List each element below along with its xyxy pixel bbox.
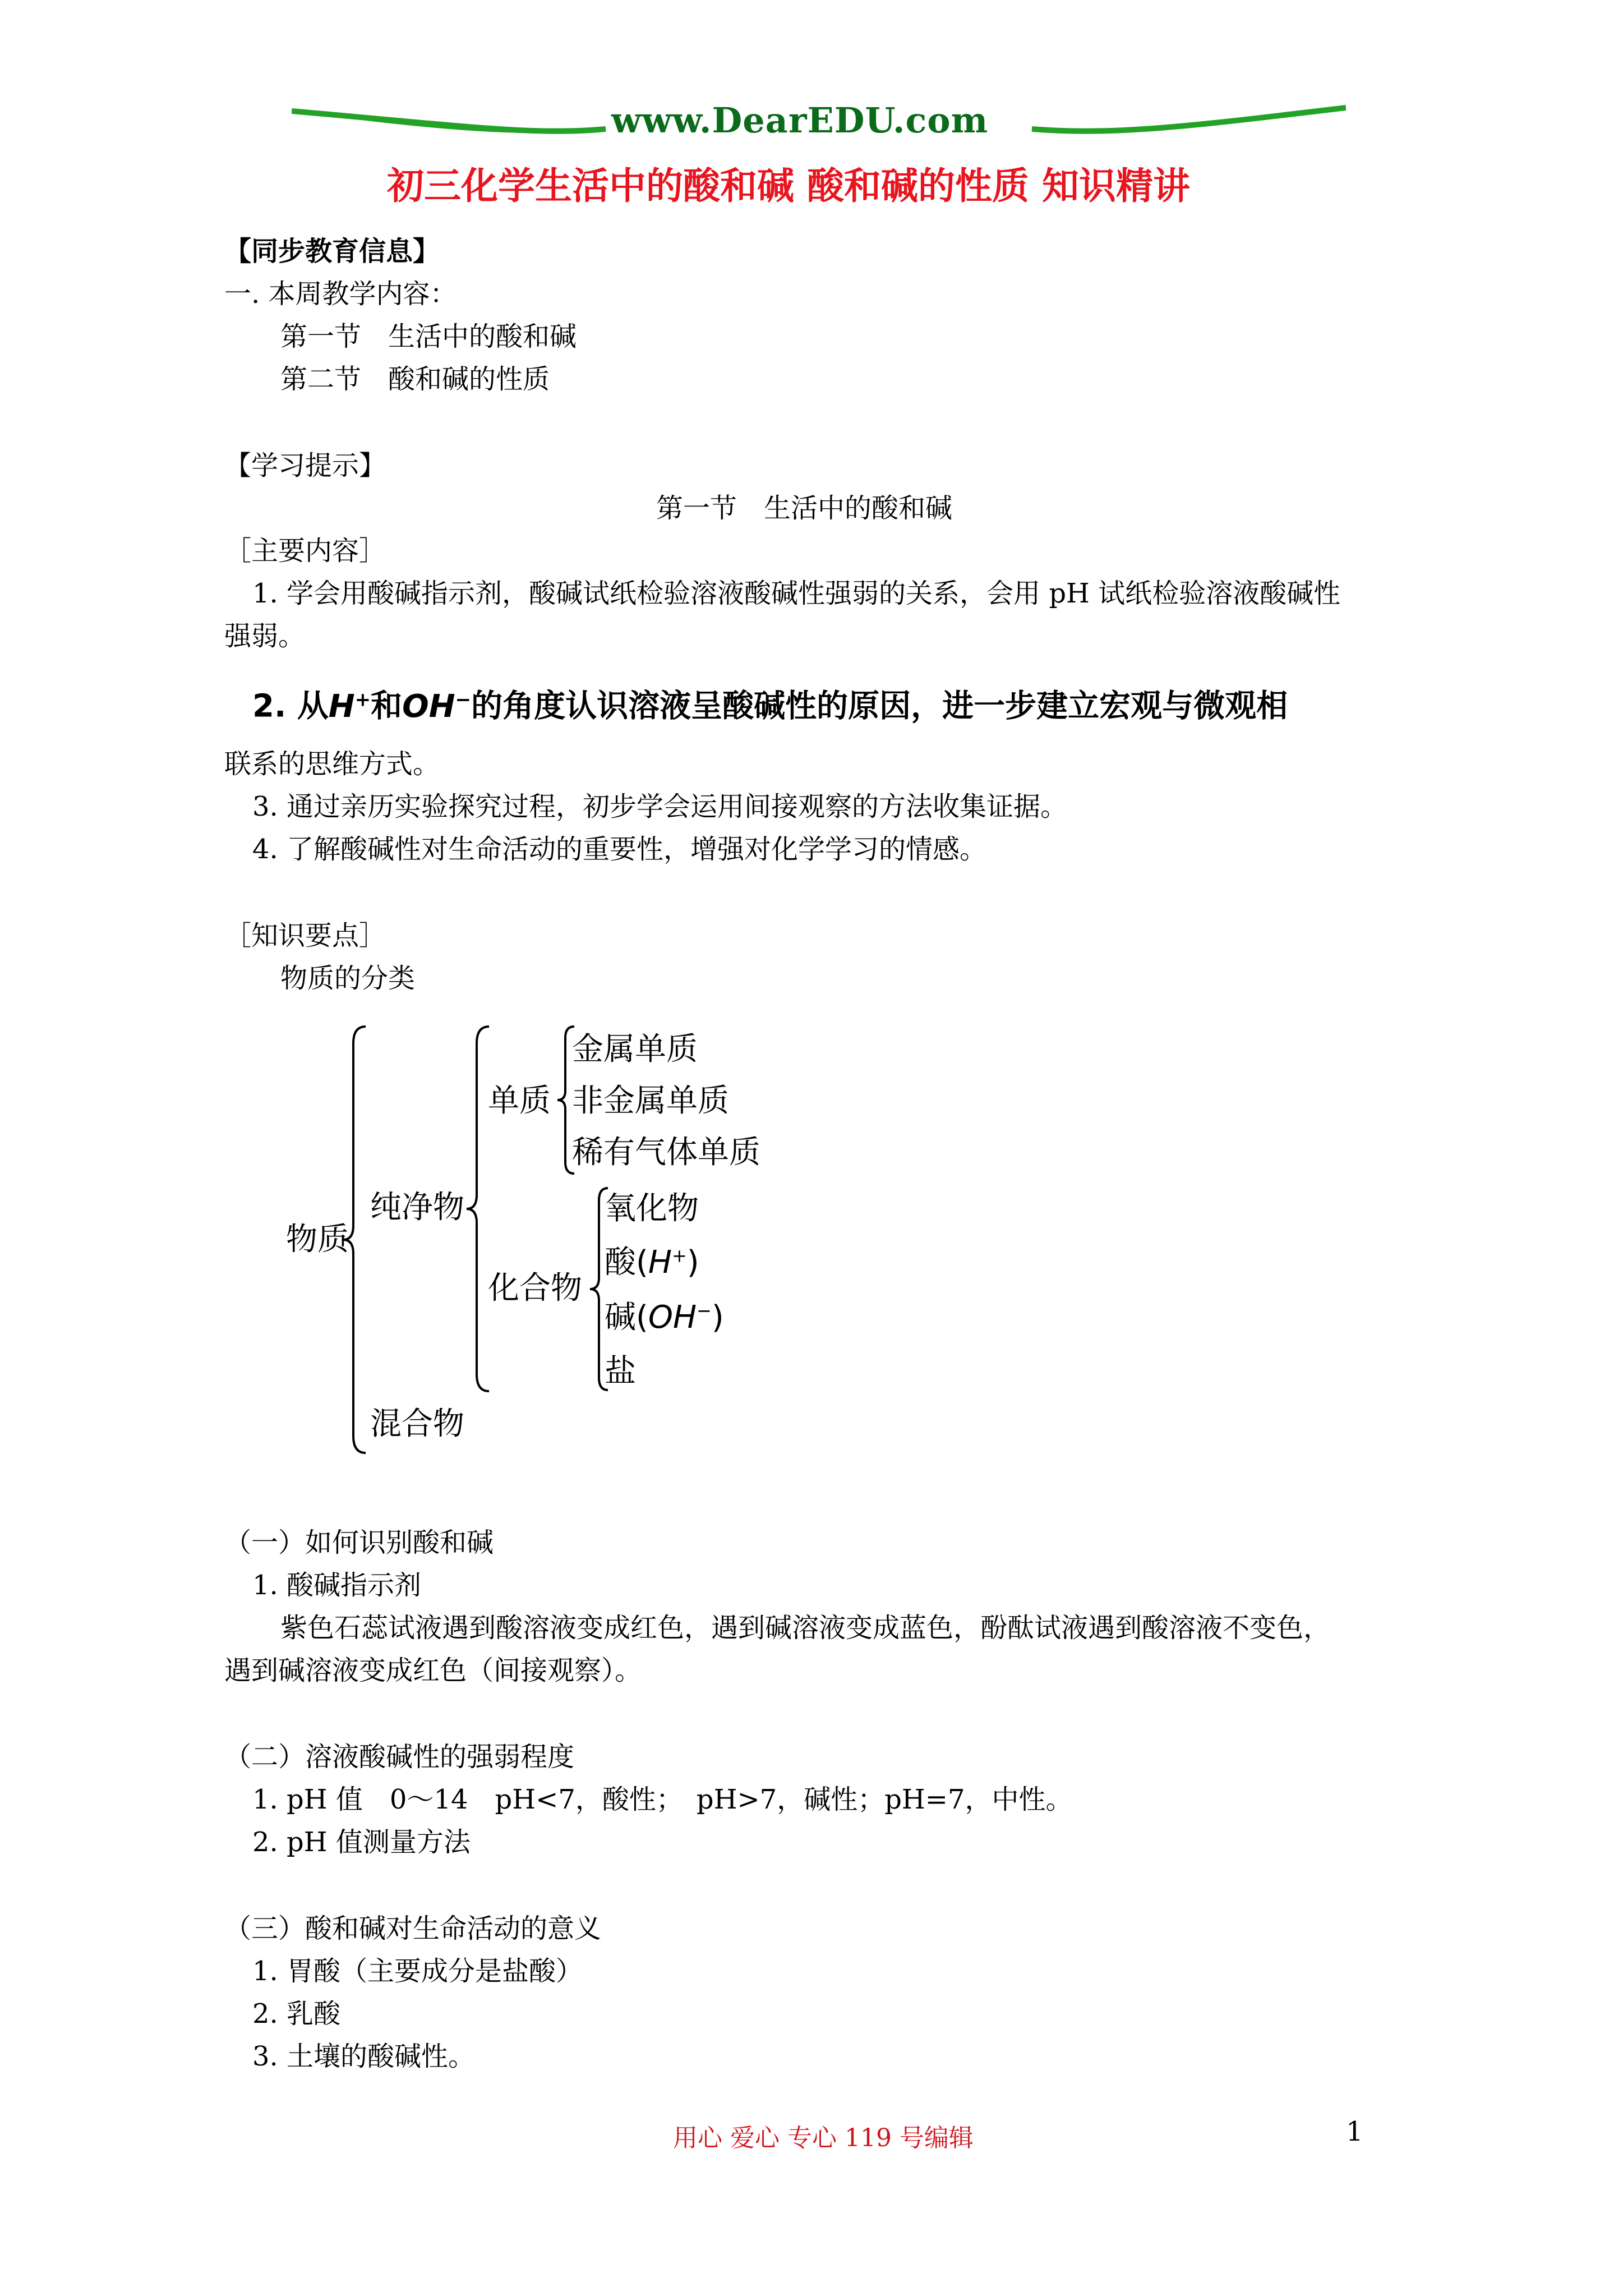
tree-oxide: 氧化物 bbox=[605, 1190, 699, 1227]
part-2-heading: （二）溶液酸碱性的强弱程度 bbox=[224, 1741, 575, 1773]
objective-2-line1: 2. 从H+和OH−的角度认识溶液呈酸碱性的原因，进一步建立宏观与微观相 bbox=[252, 688, 1288, 725]
objective-1-line2: 强弱。 bbox=[224, 620, 306, 652]
tree-acid: 酸(H+) bbox=[605, 1244, 699, 1281]
knowledge-heading: ［知识要点］ bbox=[224, 920, 386, 951]
footer-text: 用心 爱心 专心 119 号编辑 bbox=[673, 2124, 974, 2152]
part-1-text-line1: 紫色石蕊试液遇到酸溶液变成红色，遇到碱溶液变成蓝色，酚酞试液遇到酸溶液不变色， bbox=[280, 1612, 1331, 1644]
part-3-item-1: 1. 胃酸（主要成分是盐酸） bbox=[252, 1955, 583, 1987]
tree-element: 单质 bbox=[488, 1083, 551, 1119]
part-1-text-line2: 遇到碱溶液变成红色（间接观察）。 bbox=[224, 1655, 642, 1686]
objective-4: 4. 了解酸碱性对生命活动的重要性，增强对化学学习的情感。 bbox=[252, 834, 987, 865]
section-center-title: 第一节 生活中的酸和碱 bbox=[656, 493, 953, 524]
section-1-label: 第一节 生活中的酸和碱 bbox=[280, 321, 577, 352]
classification-label: 物质的分类 bbox=[280, 963, 416, 994]
part-1-item-1: 1. 酸碱指示剂 bbox=[252, 1570, 422, 1601]
h-ion: H+ bbox=[328, 688, 371, 725]
part-3-heading: （三）酸和碱对生命活动的意义 bbox=[224, 1913, 602, 1944]
tree-salt: 盐 bbox=[605, 1353, 636, 1389]
objective-3: 3. 通过亲历实验探究过程，初步学会运用间接观察的方法收集证据。 bbox=[252, 791, 1068, 822]
objective-2-line2: 联系的思维方式。 bbox=[224, 748, 440, 780]
tree-root: 物质 bbox=[286, 1221, 349, 1258]
objective-1-line1: 1. 学会用酸碱指示剂，酸碱试纸检验溶液酸碱性强弱的关系，会用 pH 试纸检验溶液酸碱性 bbox=[252, 578, 1341, 609]
oh-ion: OH− bbox=[402, 688, 472, 725]
part-1-heading: （一）如何识别酸和碱 bbox=[224, 1527, 494, 1558]
tree-base: 碱(OH−) bbox=[605, 1299, 724, 1336]
tree-pure-substance: 纯净物 bbox=[370, 1189, 464, 1226]
page-title: 初三化学生活中的酸和碱 酸和碱的性质 知识精讲 bbox=[387, 164, 1190, 208]
tree-metal-element: 金属单质 bbox=[572, 1031, 698, 1068]
weekly-content-label: 一. 本周教学内容： bbox=[224, 278, 457, 310]
root-brace bbox=[348, 1027, 370, 1453]
sync-info-heading: 【同步教育信息】 bbox=[224, 236, 440, 267]
tree-nonmetal-element: 非金属单质 bbox=[572, 1083, 729, 1119]
part-2-item-2: 2. pH 值测量方法 bbox=[252, 1826, 471, 1858]
part-3-item-3: 3. 土壤的酸碱性。 bbox=[252, 2041, 476, 2072]
study-tips-heading: 【学习提示】 bbox=[224, 450, 386, 481]
tree-mixture: 混合物 bbox=[370, 1406, 464, 1442]
tree-noble-gas-element: 稀有气体单质 bbox=[572, 1134, 760, 1171]
main-content-heading: ［主要内容］ bbox=[224, 535, 386, 567]
part-3-item-2: 2. 乳酸 bbox=[252, 1998, 341, 2030]
tree-compound: 化合物 bbox=[488, 1270, 582, 1306]
part-2-item-1: 1. pH 值 0～14 pH<7，酸性； pH>7，碱性；pH=7，中性。 bbox=[252, 1784, 1073, 1815]
site-logo[interactable]: www.DearEDU.com bbox=[611, 100, 989, 141]
section-2-label: 第二节 酸和碱的性质 bbox=[280, 364, 550, 395]
page-number: 1 bbox=[1346, 2116, 1363, 2147]
